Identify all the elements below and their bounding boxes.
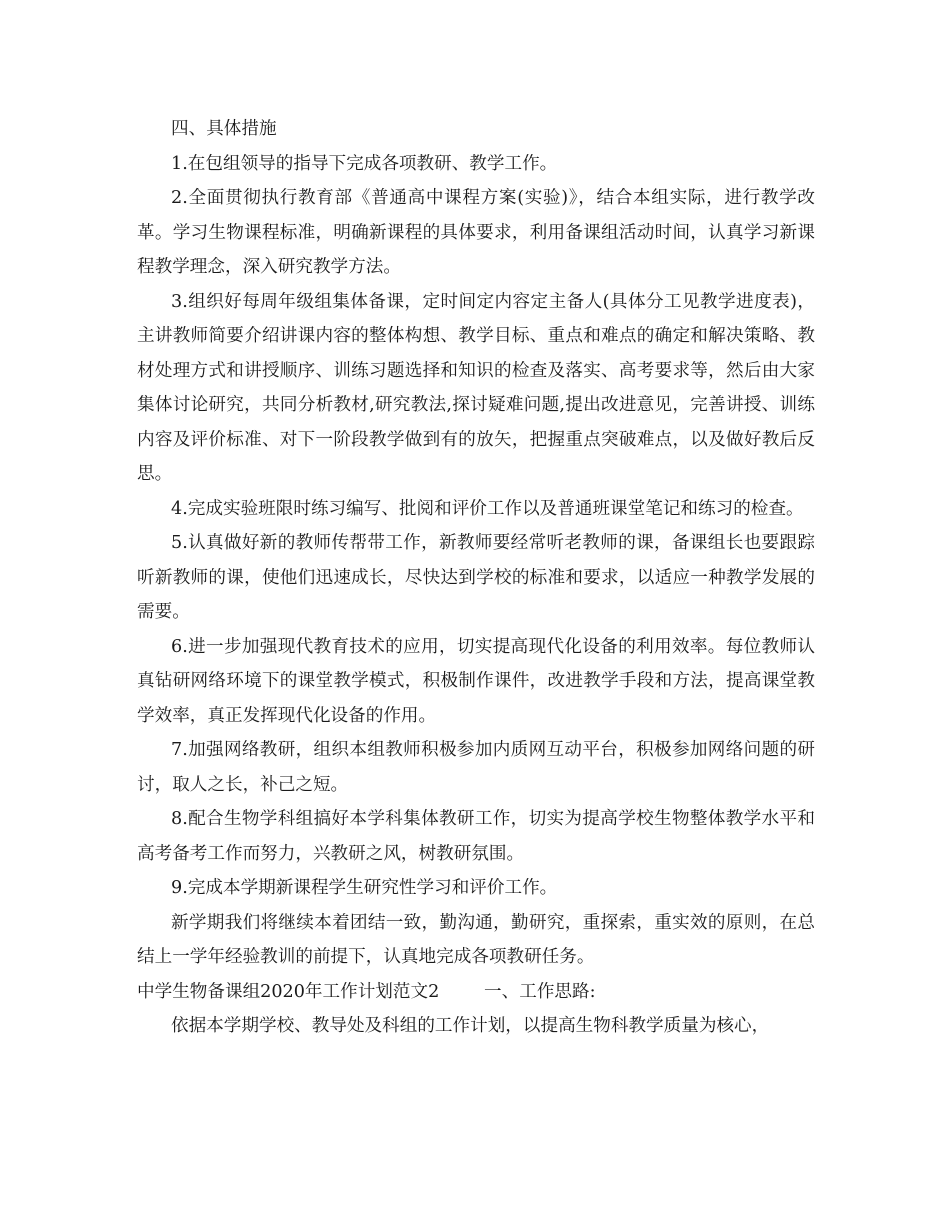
section-title: 中学生物备课组2020年工作计划范文2 xyxy=(137,981,440,1002)
paragraph-1: 1.在包组领导的指导下完成各项教研、教学工作。 xyxy=(171,153,558,174)
paragraph-8: 8.配合生物学科组搞好本学科集体教研工作，切实为提高学校生物整体教学水平和高考备考工作而努力，兴教研之风，树教研氛围。 xyxy=(137,809,815,864)
paragraph-2: 2.全面贯彻执行教育部《普通高中课程方案(实验)》，结合本组实际，进行教学改革。学习生物课程标准，明确新课程的具体要求，利用备课组活动时间，认真学习新课程教学理念，深入研究教学方法。 xyxy=(137,188,815,277)
paragraph-5: 5.认真做好新的教师传帮带工作，新教师要经常听老教师的课，备课组长也要跟踪听新教师的课，使他们迅速成长，尽快达到学校的标准和要求，以适应一种教学发展的需要。 xyxy=(137,533,815,622)
document-page xyxy=(137,112,815,1044)
closing-paragraph: 新学期我们将继续本着团结一致，勤沟通，勤研究，重探索，重实效的原则，在总结上一学年经验教训的前提下，认真地完成各项教研任务。 xyxy=(137,912,815,967)
paragraph-6: 6.进一步加强现代教育技术的应用，切实提高现代化设备的利用效率。每位教师认真钻研网络环境下的课堂教学模式，积极制作课件，改进教学手段和方法，提高课堂教学效率，真正发挥现代化设备的作用。 xyxy=(137,636,815,726)
section-heading: 四、具体措施 xyxy=(171,119,277,139)
final-paragraph: 依据本学期学校、教导处及科组的工作计划，以提高生物科教学质量为核心， xyxy=(171,1016,770,1036)
paragraph-9: 9.完成本学期新课程学生研究性学习和评价工作。 xyxy=(171,878,558,898)
paragraph-3: 3.组织好每周年级组集体备课，定时间定内容定主备人(具体分工见教学进度表)，主讲教师简要介绍讲课内容的整体构想、教学目标、重点和难点的确定和解决策略、教材处理方式和讲授顺序、训练习题选择和知识的检查及落实、高考要求等，然后由大家集体讨论研究，共同分析教材,研究教法,探讨疑难问题,提出改进意见，完善讲授、训练内容及评价标准、对下一阶段教学做到有的放矢，把握重点突破难点，以及做好教后反思。 xyxy=(137,291,815,484)
section-subheading: 一、工作思路: xyxy=(484,981,596,1002)
section-title-line xyxy=(137,975,815,1010)
paragraph-4: 4.完成实验班限时练习编写、批阅和评价工作以及普通班课堂笔记和练习的检查。 xyxy=(171,498,804,519)
paragraph-7: 7.加强网络教研，组织本组教师积极参加内质网互动平台，积极参加网络问题的研讨，取人之长，补己之短。 xyxy=(137,740,815,795)
